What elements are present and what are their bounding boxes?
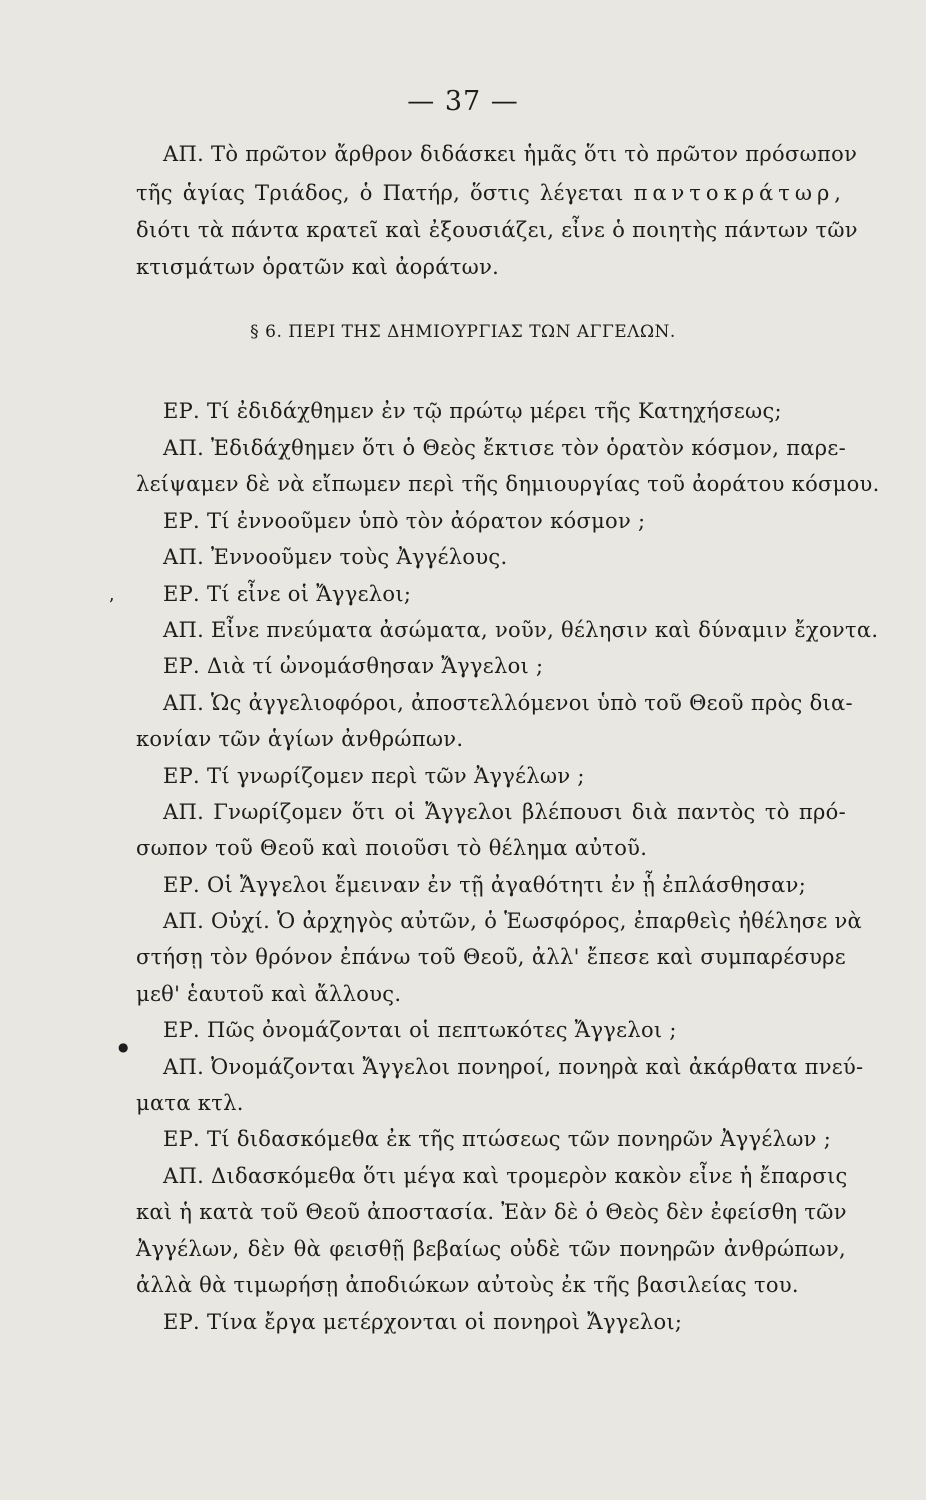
text-line: ΕΡ. Διὰ τί ὠνομάσθησαν Ἄγγελοι ; bbox=[163, 654, 544, 678]
text-line: καὶ ἡ κατὰ τοῦ Θεοῦ ἀποστασία. Ἐὰν δὲ ὁ Θεὸς δὲν ἐφείσθη τῶν bbox=[136, 1200, 847, 1224]
text-line: κτισμάτων ὁρατῶν καὶ ἀοράτων. bbox=[136, 255, 500, 279]
text-line: ΕΡ. Τί ἐννοοῦμεν ὑπὸ τὸν ἀόρατον κόσμον ; bbox=[163, 509, 646, 533]
text-line: ΑΠ. Ἐννοοῦμεν τοὺς Ἀγγέλους. bbox=[163, 545, 508, 569]
text-line: Ἀγγέλων, δὲν θὰ φεισθῇ βεβαίως οὐδὲ τῶν πονηρῶν ἀνθρώπων, bbox=[136, 1237, 846, 1261]
text-line: ΕΡ. Τί διδασκόμεθα ἐκ τῆς πτώσεως τῶν πονηρῶν Ἀγγέλων ; bbox=[163, 1127, 832, 1151]
text-line: ΑΠ. Ὀνομάζονται Ἄγγελοι πονηροί, πονηρὰ καὶ ἀκάρθατα πνεύ- bbox=[163, 1055, 864, 1079]
text-line: διότι τὰ πάντα κρατεῖ καὶ ἐξουσιάζει, εἶνε ὁ ποιητὴς πάντων τῶν bbox=[136, 218, 858, 242]
text-line: ΑΠ. Ὡς ἀγγελιοφόροι, ἀποστελλόμενοι ὑπὸ τοῦ Θεοῦ πρὸς δια- bbox=[163, 691, 853, 715]
text-line: ΑΠ. Διδασκόμεθα ὅτι μέγα καὶ τρομερὸν κακὸν εἶνε ἡ ἔπαρσις bbox=[163, 1164, 848, 1188]
text-line: ΕΡ. Τί εἶνε οἱ Ἄγγελοι; bbox=[163, 582, 412, 606]
text-line: ΕΡ. Οἱ Ἄγγελοι ἔμειναν ἐν τῇ ἀγαθότητι ἐν ᾗ ἐπλάσθησαν; bbox=[163, 873, 807, 897]
section-symbol: § bbox=[250, 322, 260, 342]
section-title: 6. ΠΕΡΙ ΤΗΣ ΔΗΜΙΟΥΡΓΙΑΣ ΤΩΝ ΑΓΓΕΛΩΝ. bbox=[265, 322, 676, 342]
text-line: ΕΡ. Τίνα ἔργα μετέρχονται οἱ πονηροὶ Ἄγγελοι; bbox=[163, 1310, 683, 1334]
text-line: ΑΠ. Ἐδιδάχθημεν ὅτι ὁ Θεὸς ἔκτισε τὸν ὁρατὸν κόσμον, παρε- bbox=[163, 436, 846, 460]
text-line: ματα κτλ. bbox=[136, 1091, 244, 1115]
text-line: στήσῃ τὸν θρόνον ἐπάνω τοῦ Θεοῦ, ἀλλ' ἔπεσε καὶ συμπαρέσυρε bbox=[136, 945, 846, 969]
margin-dot: ● bbox=[118, 1040, 129, 1054]
text-line: ΕΡ. Τί ἐδιδάχθημεν ἐν τῷ πρώτῳ μέρει τῆς Κατηχήσεως; bbox=[163, 399, 782, 423]
text-line: λείψαμεν δὲ νὰ εἴπωμεν περὶ τῆς δημιουργίας τοῦ ἀοράτου κόσμου. bbox=[136, 472, 880, 496]
text-line: ΑΠ. Εἶνε πνεύματα ἀσώματα, νοῦν, θέλησιν καὶ δύναμιν ἔχοντα. bbox=[163, 618, 879, 642]
page-number: — 37 — bbox=[407, 86, 519, 117]
text-line: ΑΠ. Τὸ πρῶτον ἄρθρον διδάσκει ἡμᾶς ὅτι τὸ πρῶτον πρόσωπον bbox=[163, 142, 858, 166]
text-fragment: τῆς ἁγίας Τριάδος, ὁ Πατήρ, ὅστις λέγεται bbox=[136, 181, 624, 205]
text-line: κονίαν τῶν ἁγίων ἀνθρώπων. bbox=[136, 727, 464, 751]
text-line: ΑΠ. Οὐχί. Ὁ ἀρχηγὸς αὐτῶν, ὁ Ἑωσφόρος, ἐπαρθεὶς ἠθέλησε νὰ bbox=[163, 909, 863, 933]
spaced-word: παντοκράτωρ, bbox=[633, 181, 846, 205]
text-line: σωπον τοῦ Θεοῦ καὶ ποιοῦσι τὸ θέλημα αὐτοῦ. bbox=[136, 836, 648, 860]
section-heading bbox=[0, 322, 926, 342]
text-line: ΕΡ. Τί γνωρίζομεν περὶ τῶν Ἀγγέλων ; bbox=[163, 764, 585, 788]
text-line: ΑΠ. Γνωρίζομεν ὅτι οἱ Ἄγγελοι βλέπουσι διὰ παντὸς τὸ πρό- bbox=[163, 800, 846, 824]
margin-mark: ʼ bbox=[108, 595, 114, 616]
text-line: ἀλλὰ θὰ τιμωρήσῃ ἀποδιώκων αὐτοὺς ἐκ τῆς βασιλείας του. bbox=[136, 1273, 799, 1297]
text-line: μεθ' ἑαυτοῦ καὶ ἄλλους. bbox=[136, 982, 402, 1006]
text-line bbox=[136, 179, 846, 207]
text-line: ΕΡ. Πῶς ὀνομάζονται οἱ πεπτωκότες Ἄγγελοι ; bbox=[163, 1018, 677, 1042]
